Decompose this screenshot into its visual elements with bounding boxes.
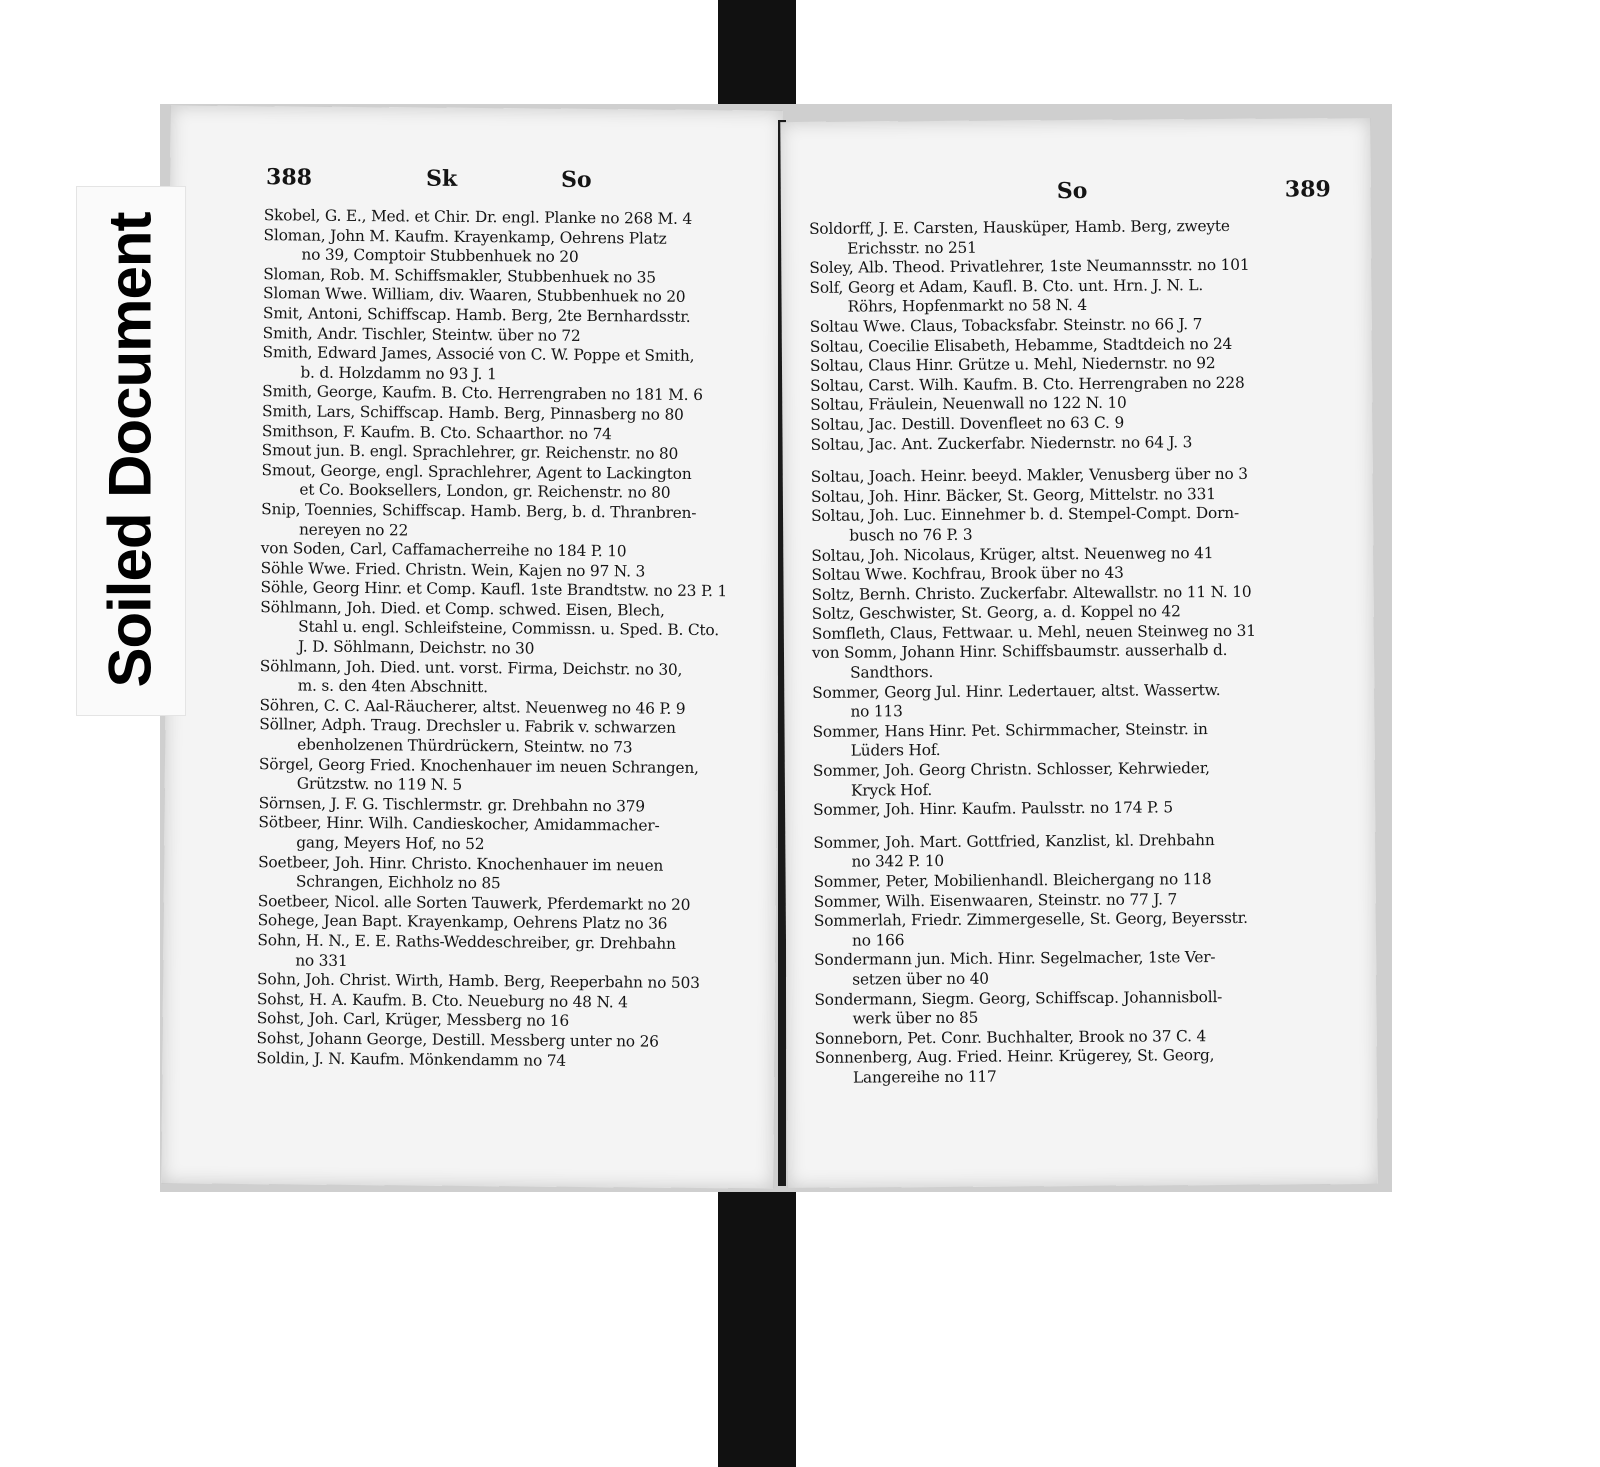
left-guide-word-2: So [560,166,592,194]
directory-entry [812,719,1354,762]
entry-continuation-line: no 342 P. 10 [851,852,945,871]
directory-entry [814,947,1356,990]
directory-entry [261,461,763,505]
entry-continuation-line: m. s. den 4ten Abschnitt. [297,676,488,697]
entry-line: Soltau, Claus Hinr. Grütze u. Mehl, Niedernstr. no 92 [809,354,1216,376]
entry-line: Sonneborn, Pet. Conr. Buchhalter, Brook no 37 C. 4 [814,1026,1207,1048]
entry-line: von Somm, Johann Hinr. Schiffsbaumstr. ausserhalb d. [811,641,1228,663]
directory-entry [813,758,1355,801]
entry-line: Sommer, Joh. Hinr. Kaufm. Paulsstr. no 174 P. 5 [813,798,1174,820]
entry-line: Soetbeer, Joh. Hinr. Christo. Knochenhauer im neuen [258,852,664,875]
directory-entry [812,680,1354,723]
directory-entry [263,226,765,270]
entry-line: Sohst, Johann George, Destill. Messberg unter no 26 [256,1029,659,1051]
entry-line: Smout jun. B. engl. Sprachlehrer, gr. Reichenstr. no 80 [261,441,679,463]
entry-line: Sommer, Wilh. Eisenwaaren, Steinstr. no 77 J. 7 [813,889,1178,911]
entry-line: Smith, Andr. Tischler, Steintw. über no 72 [262,323,581,345]
entry-continuation-line: no 331 [295,951,348,970]
entry-line: Sommer, Joh. Georg Christn. Schlosser, Kehrwieder, [812,759,1210,780]
entry-continuation-line: Kryck Hof. [850,780,933,800]
entry-line: Sommer, Hans Hinr. Pet. Schirmmacher, Steinstr. in [812,719,1208,741]
entry-line: Soltau, Jac. Destill. Dovenfleet no 63 C. 9 [810,413,1125,434]
entry-line: Soltau, Joh. Nicolaus, Krüger, altst. Neuenweg no 41 [811,543,1214,565]
entry-line: Söhle, Georg Hinr. et Comp. Kaufl. 1ste Brandtstw. no 23 P. 1 [260,578,728,601]
entry-continuation-line: Langereihe no 117 [852,1067,997,1087]
entry-line: Somfleth, Claus, Fettwaar. u. Mehl, neuen Steinweg no 31 [811,621,1256,643]
entry-line: Soltau, Jac. Ant. Zuckerfabr. Niedernstr. no 64 J. 3 [810,432,1193,454]
directory-entry [256,1049,758,1073]
directory-entry [814,908,1356,951]
entry-line: Snip, Toennies, Schiffscap. Hamb. Berg, b. d. Thranbren- [261,500,697,522]
directory-entry [809,216,1351,259]
entry-line: Sommer, Georg Jul. Hinr. Ledertauer, altst. Wassertw. [812,680,1221,702]
entry-continuation-line: ebenholzenen Thürdrückern, Steintw. no 73 [297,735,633,757]
directory-entry [815,1045,1357,1088]
directory-entry [809,275,1351,318]
entry-line: Sörgel, Georg Fried. Knochenhauer im neuen Schrangen, [258,754,699,777]
entry-line: Sohst, H. A. Kaufm. B. Cto. Neueburg no 48 N. 4 [256,989,628,1012]
entry-line: Soley, Alb. Theod. Privatlehrer, 1ste Neumannsstr. no 101 [809,255,1250,278]
entry-continuation-line: Grützstw. no 119 N. 5 [296,774,463,795]
entry-line: Sohn, H. N., E. E. Raths-Weddeschreiber, gr. Drehbahn [257,931,676,953]
entry-line: Smout, George, engl. Sprachlehrer, Agent to Lackington [261,460,692,483]
entry-continuation-line: b. d. Holzdamm no 93 J. 1 [300,363,497,383]
directory-entry [261,500,763,544]
entry-line: Soltau, Joh. Luc. Einnehmer b. d. Stempel-Compt. Dorn- [810,504,1240,526]
entry-line: Soltau, Carst. Wilh. Kaufm. B. Cto. Herrengraben no 228 [810,373,1245,395]
entry-line: Söhle Wwe. Fried. Christn. Wein, Kajen no 97 N. 3 [260,558,646,581]
entry-continuation-line: et Co. Booksellers, London, gr. Reichenstr. no 80 [299,480,671,503]
entry-line: Sohst, Joh. Carl, Krüger, Messberg no 16 [256,1009,570,1031]
entry-line: Soltau Wwe. Claus, Tobacksfabr. Steinstr. no 66 J. 7 [809,315,1203,336]
entry-line: Smith, Edward James, Associé von C. W. Poppe et Smith, [262,343,695,366]
entry-line: Sloman, John M. Kaufm. Krayenkamp, Oehrens Platz [263,225,667,248]
entry-continuation-line: no 113 [850,702,903,721]
entry-line: Sloman, Rob. M. Schiffsmakler, Stubbenhuek no 35 [263,264,656,287]
entry-line: Soltau Wwe. Kochfrau, Brook über no 43 [811,563,1124,584]
entry-line: Sloman Wwe. William, div. Waaren, Stubbenhuek no 20 [262,284,686,307]
entry-line: Soltz, Geschwister, St. Georg, a. d. Koppel no 42 [811,602,1181,624]
entry-continuation-line: Lüders Hof. [850,741,941,761]
entry-line: Soltau, Joach. Heinr. beeyd. Makler, Venusberg über no 3 [810,464,1248,486]
entry-line: Sondermann jun. Mich. Hinr. Segelmacher, 1ste Ver- [814,948,1216,970]
left-page-header [266,164,754,198]
directory-entry [259,716,761,760]
directory-entry [260,598,762,661]
entry-line: Sohege, Jean Bapt. Krayenkamp, Oehrens Platz no 36 [257,911,668,934]
entry-line: Söllner, Adph. Traug. Drechsler u. Fabrik v. schwarzen [259,715,676,738]
entry-line: Sondermann, Siegm. Georg, Schiffscap. Johannisboll- [814,987,1223,1009]
entry-line: Sommer, Joh. Mart. Gottfried, Kanzlist, kl. Drehbahn [813,830,1215,852]
right-page-number: 389 [1284,176,1331,203]
entry-line: Smith, George, Kaufm. B. Cto. Herrengraben no 181 M. 6 [262,382,703,405]
entry-continuation-line: no 39, Comptoir Stubbenhuek no 20 [301,245,579,267]
entry-line: Soetbeer, Nicol. alle Sorten Tauwerk, Pferdemarkt no 20 [257,891,691,914]
entry-line: Soldin, J. N. Kaufm. Mönkendamm no 74 [256,1048,567,1070]
left-entry-list [256,206,766,1072]
soiled-document-label: Soiled Document [96,212,164,688]
right-guide-word: So [1056,177,1088,205]
entry-line: Solf, Georg et Adam, Kaufl. B. Cto. unt. Hrn. J. N. L. [809,275,1204,297]
entry-line: Sommerlah, Friedr. Zimmergeselle, St. Georg, Beyersstr. [813,909,1248,931]
entry-line: von Soden, Carl, Caffamacherreihe no 184 P. 10 [260,539,627,561]
directory-entry [257,931,759,975]
entry-continuation-line: Erichsstr. no 251 [847,238,977,258]
entry-continuation-line: Stahl u. engl. Schleifsteine, Commissn. u. Sped. B. Cto. [298,617,720,640]
entry-line: Sonnenberg, Aug. Fried. Heinr. Krügerey, St. Georg, [814,1046,1215,1068]
entry-line: Sohn, Joh. Christ. Wirth, Hamb. Berg, Reeperbahn no 503 [257,970,700,993]
entry-continuation-line: J. D. Söhlmann, Deichstr. no 30 [297,637,535,658]
directory-entry [812,641,1354,684]
right-page [780,118,1377,1188]
entry-continuation-line: Sandthors. [850,663,934,682]
entry-line: Soltz, Bernh. Christo. Zuckerfabr. Altewallstr. no 11 N. 10 [811,582,1252,604]
entry-continuation-line: Röhrs, Hopfenmarkt no 58 N. 4 [847,296,1088,316]
binding-strip-bottom [718,1178,796,1467]
entry-line: Soltau, Joh. Hinr. Bäcker, St. Georg, Mittelstr. no 331 [810,484,1216,506]
entry-line: Sommer, Peter, Mobilienhandl. Bleichergang no 118 [813,870,1212,891]
entry-continuation-line: no 166 [851,931,905,950]
entry-continuation-line: gang, Meyers Hof, no 52 [296,833,485,854]
entry-line: Sörnsen, J. F. G. Tischlermstr. gr. Drehbahn no 379 [258,793,645,816]
left-page-number: 388 [265,164,313,191]
directory-entry [258,814,760,858]
binding-strip-top [718,0,796,118]
entry-line: Smit, Antoni, Schiffscap. Hamb. Berg, 2te Bernhardsstr. [262,304,691,326]
entry-line: Soltau, Fräulein, Neuenwall no 122 N. 10 [810,394,1127,415]
entry-line: Skobel, G. E., Med. et Chir. Dr. engl. Planke no 268 M. 4 [263,206,693,228]
entry-continuation-line: nereyen no 22 [298,519,409,539]
entry-continuation-line: busch no 76 P. 3 [849,525,973,545]
directory-entry [258,853,760,897]
right-page-header [809,176,1331,210]
left-guide-word-1: Sk [425,165,458,192]
entry-line: Smith, Lars, Schiffscap. Hamb. Berg, Pinnasberg no 80 [261,402,684,424]
directory-entry [813,830,1355,873]
directory-entry [810,432,1352,455]
entry-line: Soltau, Coecilie Elisabeth, Hebamme, Stadtdeich no 24 [809,334,1233,356]
directory-entry [814,987,1356,1030]
entry-line: Soldorff, J. E. Carsten, Hausküper, Hamb. Berg, zweyte [808,216,1230,238]
directory-entry [260,657,762,701]
entry-line: Söhlmann, Joh. Died. unt. vorst. Firma, Deichstr. no 30, [259,656,683,679]
entry-line: Smithson, F. Kaufm. B. Cto. Schaarthor. no 74 [261,421,612,443]
entry-continuation-line: werk über no 85 [852,1008,979,1028]
entry-line: Sötbeer, Hinr. Wilh. Candieskocher, Amidammacher- [258,813,660,836]
directory-entry [259,755,761,799]
entry-continuation-line: Schrangen, Eichholz no 85 [295,872,501,893]
directory-entry [813,797,1355,820]
directory-entry [811,503,1353,546]
directory-entry [262,343,764,387]
entry-line: Söhlmann, Joh. Died. et Comp. schwed. Eisen, Blech, [260,598,665,620]
right-entry-list [809,216,1357,1088]
left-page [161,105,782,1188]
entry-line: Söhren, C. C. Aal-Räucherer, altst. Neuenweg no 46 P. 9 [259,695,686,718]
entry-continuation-line: setzen über no 40 [852,969,989,989]
